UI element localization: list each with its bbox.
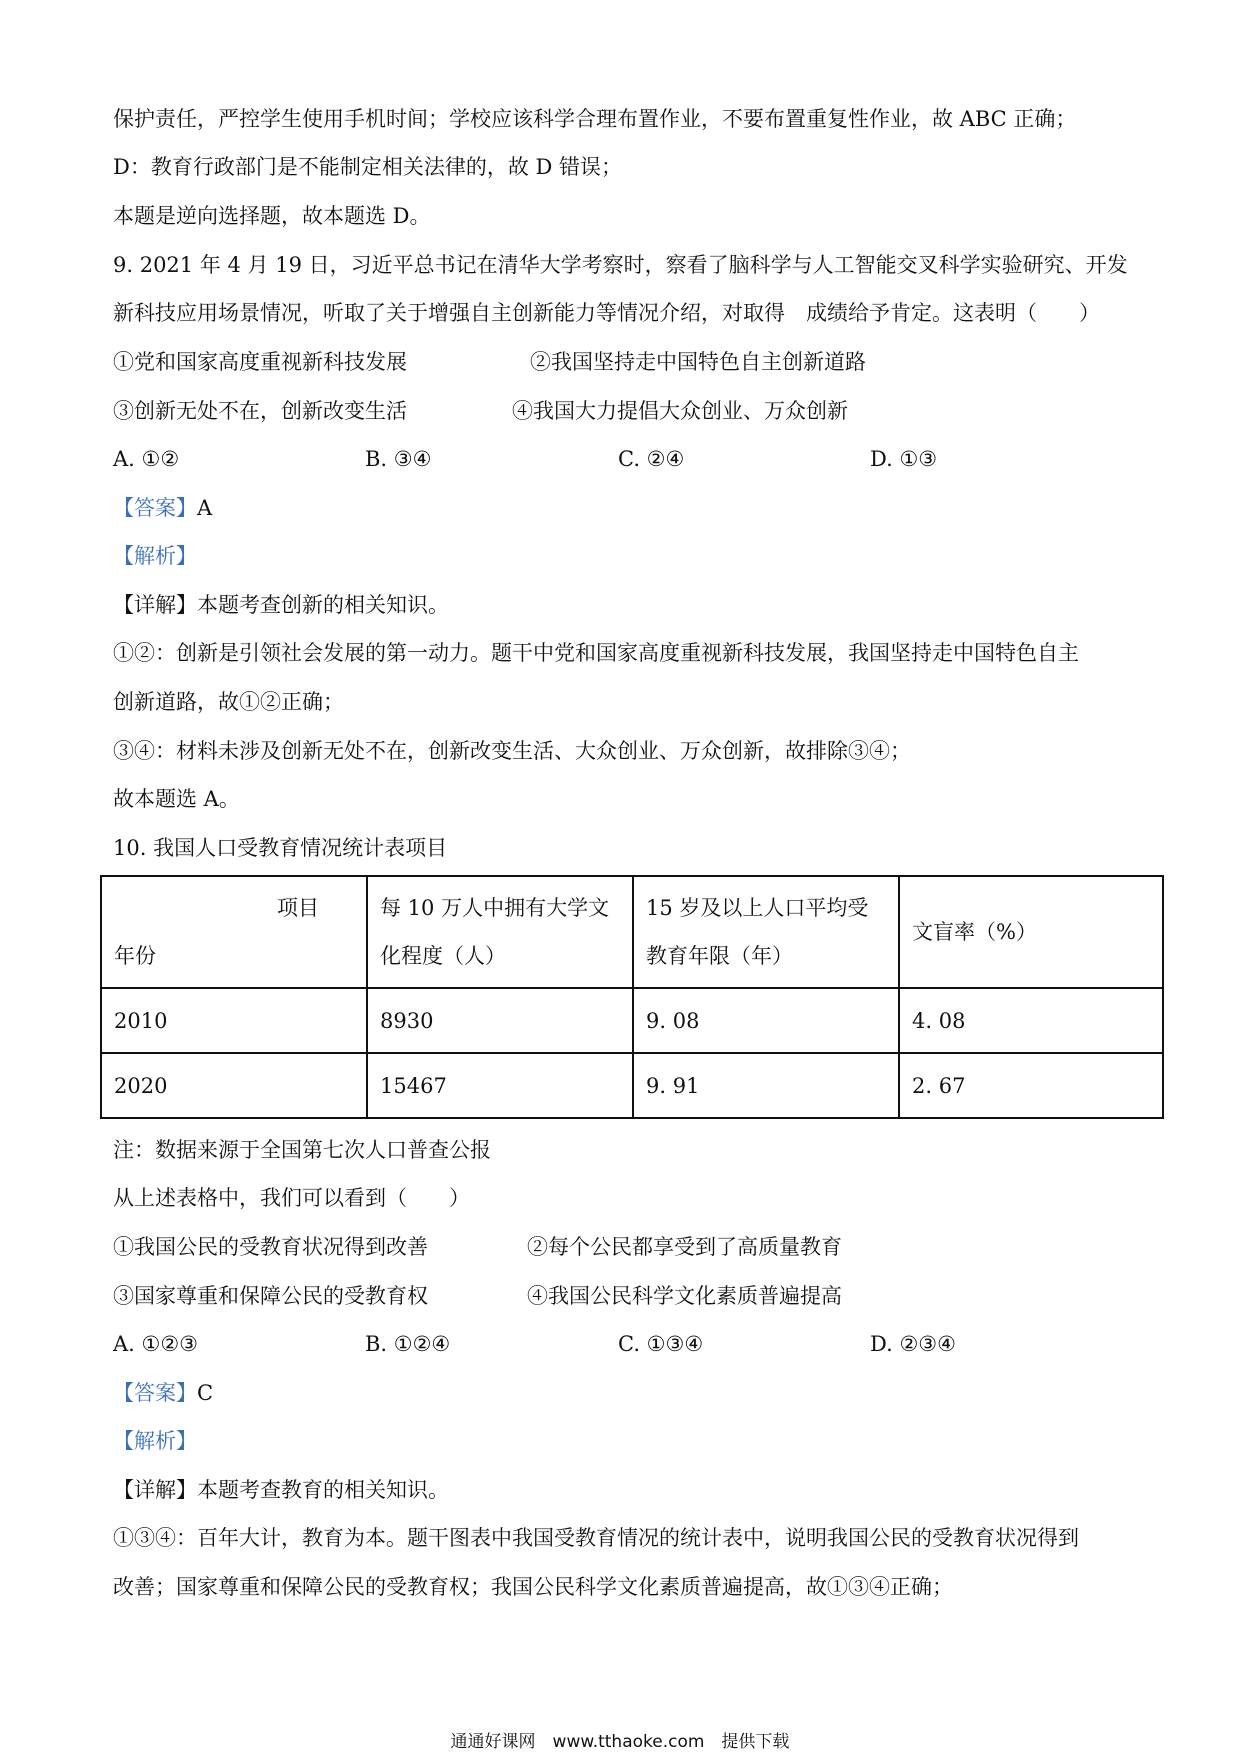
- table-cell: 9. 91: [633, 1053, 899, 1118]
- paragraph-line: 保护责任，严控学生使用手机时间；学校应该科学合理布置作业，不要布置重复性作业，故 ABC 正确；: [113, 107, 1077, 131]
- table-cell: 4. 08: [899, 988, 1163, 1053]
- table-row: [101, 988, 1163, 1053]
- q9-detail: 故本题选 A。: [113, 787, 240, 811]
- q10-item-3: ③国家尊重和保障公民的受教育权: [113, 1284, 428, 1308]
- q9-option-c: C. ②④: [618, 447, 685, 471]
- q10-option-a: A. ①②③: [113, 1332, 198, 1356]
- header-text: 文盲率（%）: [912, 920, 1037, 944]
- q9-item-1: ①党和国家高度重视新科技发展: [113, 350, 407, 374]
- answer-tag: 【答案】: [113, 1381, 197, 1405]
- q10-option-c: C. ①③④: [618, 1332, 704, 1356]
- q9-detail: 创新道路，故①②正确；: [113, 690, 344, 714]
- q9-item-3: ③创新无处不在，创新改变生活: [113, 399, 407, 423]
- answer-value: C: [197, 1381, 214, 1405]
- answer-value: A: [197, 496, 213, 520]
- paragraph-line: 本题是逆向选择题，故本题选 D。: [113, 204, 431, 228]
- q10-detail: 【详解】本题考查教育的相关知识。: [113, 1478, 449, 1502]
- table-corner-cell: [101, 876, 367, 988]
- q9-answer: [113, 493, 212, 523]
- education-stats-table: [100, 875, 1164, 1119]
- q9-stem: 9. 2021 年 4 月 19 日，习近平总书记在清华大学考察时，察看了脑科学与人工智能交叉科学实验研究、开发: [113, 253, 1128, 277]
- q10-option-d: D. ②③④: [870, 1332, 956, 1356]
- q10-item-2: ②每个公民都享受到了高质量教育: [527, 1235, 842, 1259]
- header-text: 教育年限（年）: [646, 944, 793, 968]
- q9-option-a: A. ①②: [113, 447, 180, 471]
- table-header-row: [101, 876, 1163, 988]
- q9-option-b: B. ③④: [365, 447, 432, 471]
- paragraph-line: D：教育行政部门是不能制定相关法律的，故 D 错误；: [113, 155, 623, 179]
- table-cell: 9. 08: [633, 988, 899, 1053]
- table-header-cell: [367, 876, 633, 988]
- table-cell: 15467: [367, 1053, 633, 1118]
- q10-analysis-tag: 【解析】: [113, 1429, 197, 1453]
- table-row: [101, 1053, 1163, 1118]
- table-cell: 2020: [101, 1053, 367, 1118]
- q10-item-4: ④我国公民科学文化素质普遍提高: [527, 1284, 842, 1308]
- q10-detail: ①③④：百年大计，教育为本。题干图表中我国受教育情况的统计表中，说明我国公民的受教育状况得到: [113, 1526, 1079, 1550]
- q10-detail: 改善；国家尊重和保障公民的受教育权；我国公民科学文化素质普遍提高，故①③④正确；: [113, 1575, 953, 1599]
- page-footer: 通通好课网 www.tthaoke.com 提供下载: [450, 1732, 790, 1752]
- q9-item-2: ②我国坚持走中国特色自主创新道路: [530, 350, 866, 374]
- table-header-cell: [899, 876, 1163, 988]
- table-cell: 2010: [101, 988, 367, 1053]
- q10-option-b: B. ①②④: [365, 1332, 451, 1356]
- q10-answer: [113, 1378, 213, 1408]
- table-cell: 8930: [367, 988, 633, 1053]
- q10-note: 注：数据来源于全国第七次人口普查公报: [113, 1138, 491, 1162]
- table-cell: 2. 67: [899, 1053, 1163, 1118]
- q9-detail: 【详解】本题考查创新的相关知识。: [113, 593, 449, 617]
- q10-stem: 10. 我国人口受教育情况统计表项目: [113, 836, 448, 860]
- q10-question: 从上述表格中，我们可以看到（ ）: [113, 1186, 470, 1210]
- q9-item-4: ④我国大力提倡大众创业、万众创新: [512, 399, 848, 423]
- q10-item-1: ①我国公民的受教育状况得到改善: [113, 1235, 428, 1259]
- corner-label-year: 年份: [114, 944, 156, 968]
- table-header-cell: [633, 876, 899, 988]
- answer-tag: 【答案】: [113, 496, 197, 520]
- header-text: 化程度（人）: [380, 944, 506, 968]
- q9-stem: 新科技应用场景情况，听取了关于增强自主创新能力等情况介绍，对取得 成绩给予肯定。这表明（ ）: [113, 301, 1100, 325]
- q9-option-d: D. ①③: [870, 447, 938, 471]
- q9-detail: ①②：创新是引领社会发展的第一动力。题干中党和国家高度重视新科技发展，我国坚持走中国特色自主: [113, 641, 1079, 665]
- q9-analysis-tag: 【解析】: [113, 544, 197, 568]
- corner-label-item: 项目: [277, 896, 319, 920]
- q9-detail: ③④：材料未涉及创新无处不在，创新改变生活、大众创业、万众创新，故排除③④；: [113, 739, 911, 763]
- header-text: 每 10 万人中拥有大学文: [380, 896, 610, 920]
- header-text: 15 岁及以上人口平均受: [646, 896, 869, 920]
